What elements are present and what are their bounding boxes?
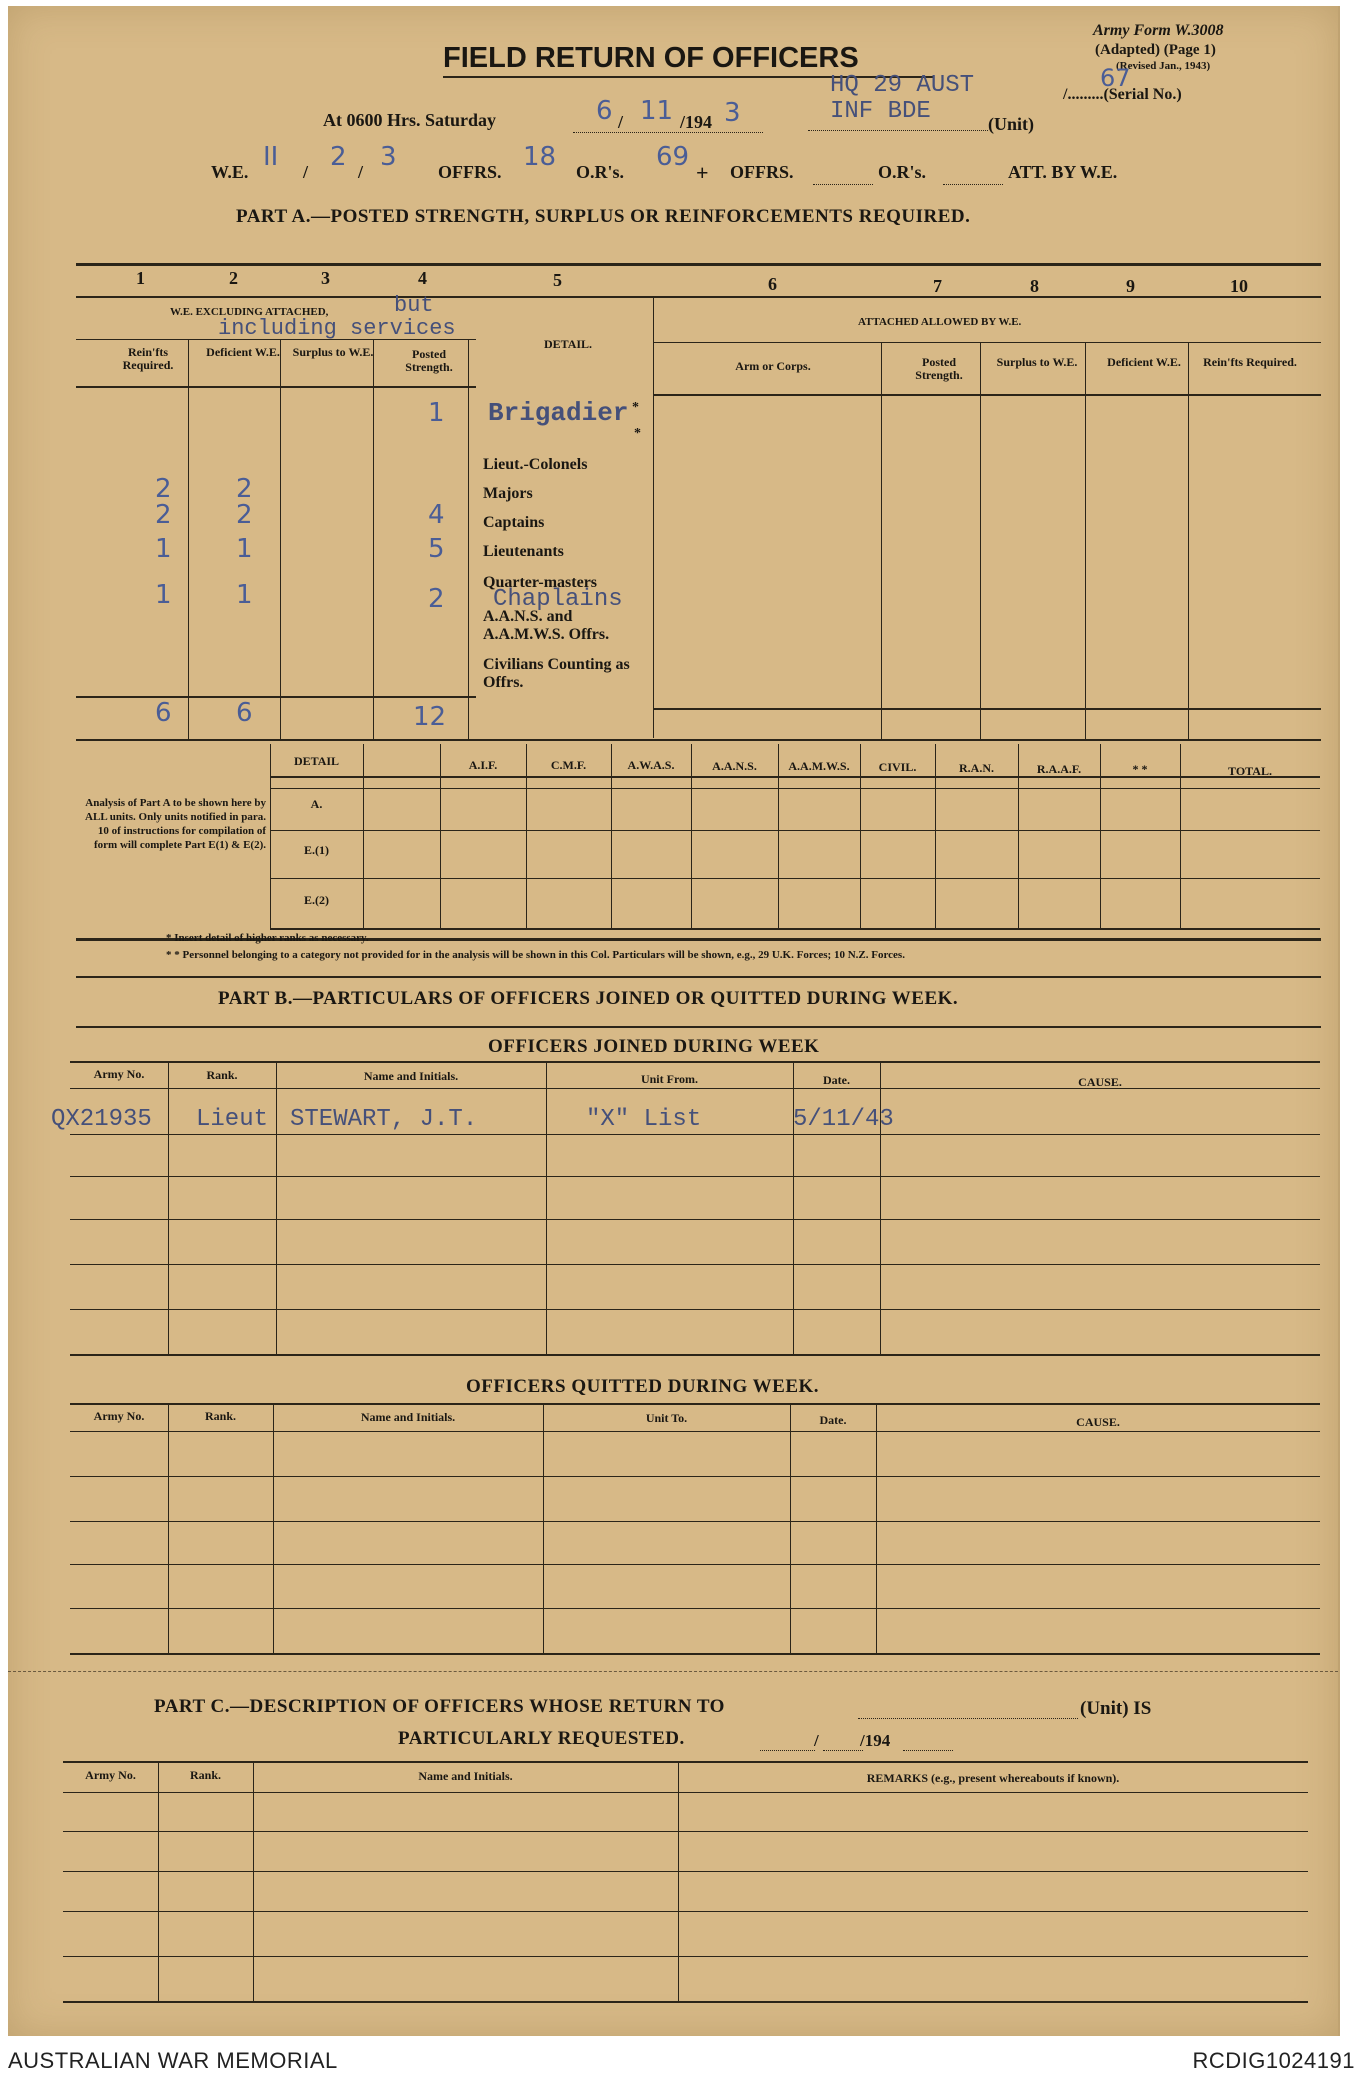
joined-rank: Lieut	[196, 1106, 269, 1133]
col-number-1: 1	[136, 268, 145, 288]
head-deficient-2: Deficient W.E.	[1107, 355, 1181, 369]
joined-date: 5/11/43	[793, 1106, 894, 1133]
at-hours-label: At 0600 Hrs. Saturday	[323, 110, 497, 130]
row-reinf-lieutenants: 1	[155, 534, 172, 564]
analysis-head-detail: DETAIL	[293, 754, 340, 768]
we-value-1: II	[263, 142, 279, 172]
date-year-digit: 3	[724, 98, 741, 128]
joined-name: STEWART, J.T.	[290, 1106, 478, 1133]
col-number-2: 2	[229, 268, 238, 288]
total-reinf: 6	[155, 698, 172, 728]
date-day: 6	[596, 96, 613, 126]
quitted-head-date: Date.	[819, 1413, 847, 1427]
serial-value: 67	[1100, 64, 1131, 92]
part-c-head-rank: Rank.	[189, 1768, 221, 1782]
col-number-6: 6	[768, 274, 777, 294]
analysis-head-raaf: R.A.A.F.	[1036, 762, 1082, 776]
quitted-head-rank: Rank.	[204, 1409, 236, 1423]
analysis-head-civil: CIVIL.	[878, 760, 917, 774]
annotation-but: but	[394, 293, 434, 318]
row-posted-brigadier: 1	[428, 398, 445, 428]
serial-label: /.........(Serial No.)	[1063, 86, 1182, 103]
col-number-4: 4	[418, 268, 427, 288]
col-number-5: 5	[553, 270, 562, 290]
joined-head-rank: Rank.	[206, 1068, 238, 1082]
offrs2-label: OFFRS.	[730, 162, 794, 182]
joined-army-no: QX21935	[51, 1106, 152, 1133]
form-sheet: FIELD RETURN OF OFFICERS Army Form W.3008 (Adapted) (Page 1) (Revised Jan., 1943) 67 /.........(Serial No.) At 0600 Hrs. Saturday 6 / 11 /194 3 HQ 29 AUST INF BDE (Unit) W.E. II / 2 / 3 OFFRS. 18 O.R's. 69 + OFFRS. O.R's. ATT. BY W.E. PART A.—POSTED STRENGTH, SURPLUS OR REINFORCEMENTS REQUIRED. 1 2 3 4 5 6 7 8 9 10 W.E. EXCLUDING ATTACHED, but including services ATTACHED ALLOWED BY W.E. Rein'fts Required. Deficient W.E. Surplus to W.E. Posted Strength. DETAIL. Arm or Corps. Posted Strength. Surplus to W.E. Deficient W.E. Rein'fts Required. Brigadier * * 1 Lieut.-Colonels Majors 2 2 Captains 2 2 4 Lieutenants 1 1 5 Quarter-masters Chaplains 1 1 2 A.A.N.S. and A.A.M.W.S. Offrs. Civilians Counting as Offrs. 6 6 12 Analysis of Part A to be shown here by ALL units. Only units notified in para. 10 of instructions for compilation of form will complete Part E(1) & E(2). DETAIL A.I.F. C.M.F. A.W.A.S. A.A.N.S. A.A.M.W.S. CIVIL. R.A.N. R.A.A.F. * * TOTAL. A. E.(1) E.(2) * Insert detail of higher ranks as necessary. * * Personnel belonging to a category not provided for in the analysis will be shown in this Col. Particulars will be shown, e.g., 29 U.K. Forces; 10 N.Z. Forces. PART B.—PARTICULARS OF OFFICERS JOINED OR QUITTED DURING WEEK. OFFICERS JOINED DURING WEEK Army No. Rank. Name and Initials. Unit From. Date. CAUSE. QX21935 Lieut STEWART, J.T. "X" List 5/11/43 OFFICERS QUITTED DURING WEEK. Army No. Rank. Name and Initials. Unit To. Date. CAUSE. PART C.—DESCRIPTION OF OFFICERS WHOSE RETURN TO (Unit) IS PARTICULARLY REQUESTED. / /194 Army No. Rank. Name and Initials. REMARKS (e.g., present whereabouts if known).	[8, 6, 1340, 2036]
head-deficient: Deficient W.E.	[206, 345, 280, 359]
we-value-3: 3	[380, 142, 397, 172]
part-c-head-remarks: REMARKS (e.g., present whereabouts if known).	[866, 1771, 1120, 1785]
quitted-head-cause: CAUSE.	[1076, 1415, 1120, 1429]
plus-sign: +	[696, 160, 709, 185]
row-reinf-captains: 2	[155, 500, 172, 530]
part-c-heading-2: PARTICULARLY REQUESTED.	[398, 1728, 685, 1749]
row-detail-chaplains: Chaplains	[493, 586, 623, 613]
analysis-head-aans: A.A.N.S.	[712, 759, 757, 773]
col-number-10: 10	[1230, 276, 1248, 296]
date-year-prefix: /194	[680, 112, 713, 132]
unit-line-2: INF BDE	[830, 98, 931, 125]
joined-unit-from: "X" List	[586, 1106, 702, 1133]
total-posted: 12	[413, 702, 447, 732]
row-detail-quarter-masters: Quarter-masters	[483, 574, 598, 591]
analysis-note: Analysis of Part A to be shown here by ALL units. Only units notified in para. 10 of instructions for compilation of form will complete Part E(1) & E(2).	[85, 797, 266, 851]
head-reinf-2: Rein'fts Required.	[1203, 355, 1297, 369]
col-number-9: 9	[1126, 276, 1135, 296]
part-c-unit-label: (Unit) IS	[1080, 1698, 1152, 1719]
quitted-head-name: Name and Initials.	[360, 1410, 456, 1424]
part-c-date-year: /194	[860, 1731, 891, 1750]
part-c-head-name: Name and Initials.	[418, 1769, 513, 1783]
col-number-7: 7	[933, 276, 942, 296]
row-posted-lieutenants: 5	[428, 534, 445, 564]
ors2-label: O.R's.	[878, 162, 927, 182]
joined-head-unit-from: Unit From.	[640, 1072, 699, 1086]
row-reinf-majors: 2	[155, 474, 172, 504]
offrs-label: OFFRS.	[438, 162, 502, 182]
col-number-3: 3	[321, 268, 330, 288]
row-detail-lieutenants: Lieutenants	[483, 543, 564, 560]
analysis-row-e2: E.(2)	[304, 893, 329, 907]
joined-head-date: Date.	[823, 1073, 850, 1087]
joined-head-army-no: Army No.	[93, 1067, 145, 1081]
attached-allowed-label: ATTACHED ALLOWED BY W.E.	[858, 316, 1022, 328]
analysis-head-aif: A.I.F.	[468, 758, 498, 772]
form-adapted: (Adapted) (Page 1)	[1095, 42, 1216, 58]
head-reinf: Rein'fts Required.	[122, 345, 174, 372]
footer-record-id: RCDIG1024191	[1192, 2048, 1355, 2073]
row-deficient-chaplains: 1	[236, 580, 253, 610]
footnote-1: * Insert detail of higher ranks as necessary.	[166, 932, 369, 944]
part-c-heading: PART C.—DESCRIPTION OF OFFICERS WHOSE RETURN TO	[154, 1696, 725, 1717]
joined-head-name: Name and Initials.	[363, 1069, 459, 1083]
row-detail-lieut-colonels: Lieut.-Colonels	[483, 456, 588, 473]
row-posted-captains: 4	[428, 500, 445, 530]
quitted-head-unit-to: Unit To.	[645, 1411, 688, 1425]
form-number: Army Form W.3008	[1093, 22, 1224, 39]
unit-line-1: HQ 29 AUST	[830, 72, 975, 99]
part-a-heading: PART A.—POSTED STRENGTH, SURPLUS OR REINFORCEMENTS REQUIRED.	[236, 206, 971, 227]
head-detail: DETAIL.	[543, 337, 593, 351]
form-revised: (Revised Jan., 1943)	[1116, 60, 1211, 72]
row-detail-brigadier: Brigadier	[488, 398, 629, 428]
head-posted: Posted Strength.	[405, 347, 453, 374]
row-detail-captains: Captains	[483, 514, 545, 531]
we-excluding-attached-label: W.E. EXCLUDING ATTACHED,	[170, 306, 329, 318]
quitted-head-army-no: Army No.	[93, 1409, 145, 1423]
ors-value: 69	[656, 142, 690, 172]
analysis-head-aamws: A.A.M.W.S.	[788, 759, 850, 773]
row-deficient-majors: 2	[236, 474, 253, 504]
quitted-title: OFFICERS QUITTED DURING WEEK.	[466, 1376, 820, 1397]
head-surplus: Surplus to W.E.	[292, 345, 374, 359]
we-label: W.E.	[211, 162, 249, 182]
row-detail-aans: A.A.N.S. and A.A.M.W.S. Offrs.	[483, 608, 610, 643]
star-marker: *	[632, 400, 639, 415]
date-line	[573, 132, 763, 133]
ors-label: O.R's.	[576, 162, 625, 182]
att-by-we-label: ATT. BY W.E.	[1008, 162, 1118, 182]
head-posted-2: Posted Strength.	[915, 355, 963, 382]
row-detail-majors: Majors	[483, 485, 533, 502]
head-surplus-2: Surplus to W.E.	[996, 355, 1078, 369]
analysis-head-awas: A.W.A.S.	[627, 758, 675, 772]
fold-line	[8, 1671, 1338, 1672]
row-reinf-chaplains: 1	[155, 580, 172, 610]
row-deficient-lieutenants: 1	[236, 534, 253, 564]
joined-title: OFFICERS JOINED DURING WEEK	[488, 1036, 820, 1057]
total-deficient: 6	[236, 698, 253, 728]
footnote-2: * * Personnel belonging to a category not provided for in the analysis will be shown in this Col. Particulars will be shown, e.g., 29 U.K. Forces; 10 N.Z. Forces.	[166, 949, 905, 961]
row-detail-civilians: Civilians Counting as Offrs.	[483, 656, 630, 691]
analysis-head-ran: R.A.N.	[959, 761, 994, 775]
analysis-head-cmf: C.M.F.	[550, 758, 587, 772]
analysis-head-total: TOTAL.	[1228, 764, 1272, 778]
star-marker-2: *	[634, 426, 641, 441]
date-month: 11	[640, 96, 674, 126]
head-arm-corps: Arm or Corps.	[735, 359, 811, 373]
footer-archive-name: AUSTRALIAN WAR MEMORIAL	[8, 2048, 338, 2073]
analysis-row-a: A.	[310, 797, 323, 811]
unit-label: (Unit)	[988, 114, 1034, 134]
offrs-value: 18	[523, 142, 557, 172]
joined-head-cause: CAUSE.	[1078, 1075, 1122, 1089]
row-posted-chaplains: 2	[428, 584, 445, 614]
analysis-head-other: * *	[1132, 762, 1148, 776]
annotation-including-services: including services	[218, 316, 456, 341]
form-title: FIELD RETURN OF OFFICERS	[443, 42, 859, 74]
part-c-head-army-no: Army No.	[85, 1768, 136, 1782]
row-deficient-captains: 2	[236, 500, 253, 530]
part-b-heading: PART B.—PARTICULARS OF OFFICERS JOINED OR QUITTED DURING WEEK.	[218, 988, 959, 1009]
analysis-row-e1: E.(1)	[304, 843, 329, 857]
col-number-8: 8	[1030, 276, 1039, 296]
we-value-2: 2	[330, 142, 347, 172]
